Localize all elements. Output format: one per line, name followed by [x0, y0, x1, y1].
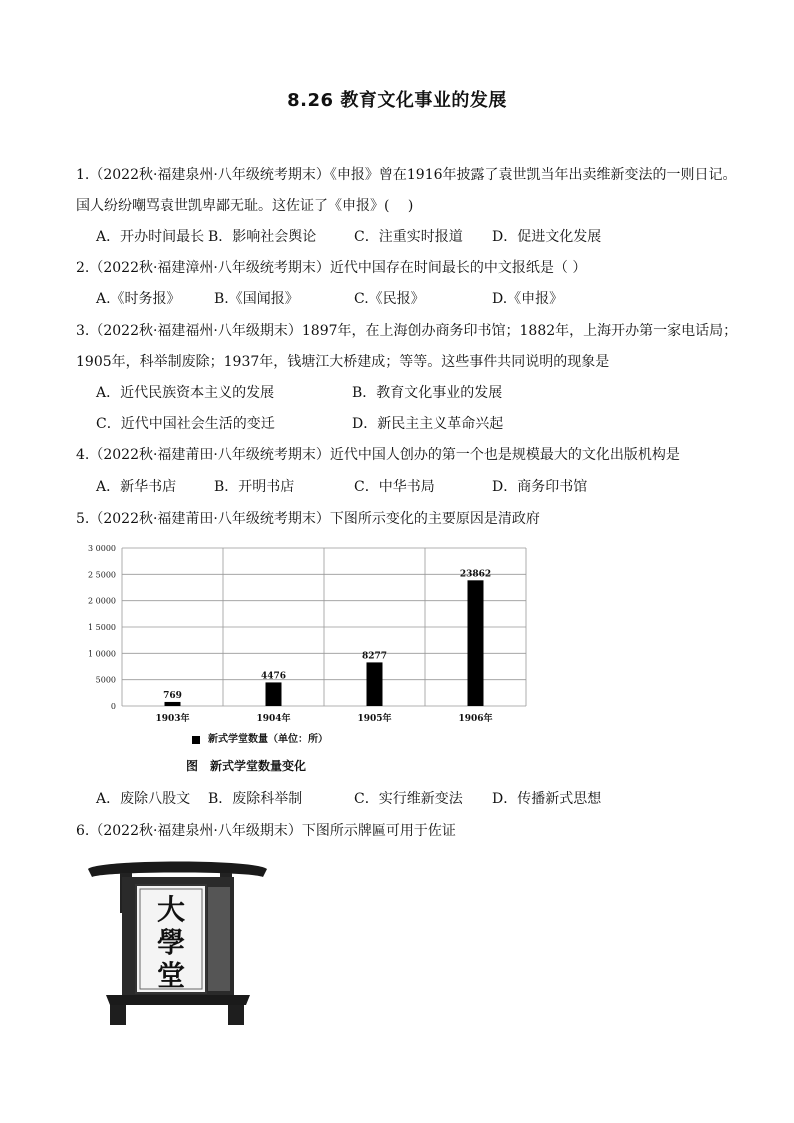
option-b[interactable]: B．开明书店	[214, 479, 295, 495]
option-b[interactable]: B．教育文化事业的发展	[352, 385, 503, 401]
option-a[interactable]: A．废除八股文	[96, 791, 191, 807]
plaque-char-3: 堂	[156, 959, 186, 992]
bar	[367, 662, 383, 706]
option-a[interactable]: A．开办时间最长	[96, 229, 205, 245]
university-plaque-image	[80, 855, 275, 1030]
legend-label: 新式学堂数量（单位：所）	[208, 734, 328, 745]
plaque-svg	[80, 855, 275, 1030]
y-tick-label: 3 0000	[88, 544, 116, 553]
option-d[interactable]: D．新民主主义革命兴起	[352, 416, 504, 432]
option-d[interactable]: D．促进文化发展	[492, 229, 602, 245]
bar	[266, 682, 282, 706]
plaque-char-2: 學	[156, 926, 186, 959]
option-c[interactable]: C.《民报》	[354, 291, 425, 307]
option-d[interactable]: D．商务印书馆	[492, 479, 588, 495]
option-a[interactable]: A.《时务报》	[96, 291, 181, 307]
bar-value-label: 23862	[459, 569, 492, 580]
page-title: 8.26 教育文化事业的发展	[287, 90, 507, 111]
option-c[interactable]: C．近代中国社会生活的变迁	[96, 416, 275, 432]
y-tick-label: 1 0000	[88, 649, 116, 659]
y-tick-label: 5000	[95, 675, 116, 685]
x-tick-label: 1906年	[458, 714, 493, 724]
option-b[interactable]: B．废除科举制	[208, 791, 303, 807]
bar-value-label: 769	[163, 690, 182, 701]
plaque-char-1: 大	[156, 893, 186, 926]
option-a[interactable]: A．新华书店	[96, 479, 177, 495]
x-tick-label: 1904年	[256, 714, 291, 724]
legend-swatch	[192, 736, 200, 744]
question-3-text: 3.（2022秋·福建福州·八年级期末）1897年，在上海创办商务印书馆；1882年，上海开办第一家电话局；	[76, 323, 738, 339]
option-b[interactable]: B.《国闻报》	[214, 291, 299, 307]
chart-caption: 图 新式学堂数量变化	[186, 759, 307, 773]
option-c[interactable]: C．中华书局	[354, 479, 435, 495]
bar-value-label: 4476	[260, 671, 287, 682]
chart-legend	[192, 730, 328, 745]
bar-value-label: 8277	[361, 651, 388, 662]
question-5-text: 5.（2022秋·福建莆田·八年级统考期末）下图所示变化的主要原因是清政府	[76, 511, 540, 527]
bar	[468, 580, 484, 706]
option-d[interactable]: D.《申报》	[492, 291, 564, 307]
option-b[interactable]: B．影响社会舆论	[208, 229, 317, 245]
question-3-text-line2: 1905年，科举制废除；1937年，钱塘江大桥建成；等等。这些事件共同说明的现象是	[76, 354, 610, 370]
y-tick-label: 2 0000	[88, 596, 116, 606]
option-a[interactable]: A．近代民族资本主义的发展	[96, 385, 275, 401]
question-4-text: 4.（2022秋·福建莆田·八年级统考期末）近代中国人创办的第一个也是规模最大的文化出版机构是	[76, 447, 680, 463]
question-1-text-line2: 国人纷纷嘲骂袁世凯卑鄙无耻。这佐证了《申报》( )	[76, 198, 414, 214]
option-c[interactable]: C．实行维新变法	[354, 791, 463, 807]
x-tick-label: 1903年	[155, 714, 190, 724]
x-tick-label: 1905年	[357, 714, 392, 724]
option-d[interactable]: D．传播新式思想	[492, 791, 602, 807]
y-tick-label: 1 5000	[88, 623, 116, 632]
question-1-text: 1.（2022秋·福建泉州·八年级统考期末）《申报》曾在1916年披露了袁世凯当年出卖维新变法的一则日记。	[76, 167, 737, 183]
y-tick-label: 0	[110, 702, 116, 711]
option-c[interactable]: C．注重实时报道	[354, 229, 463, 245]
bar-chart-svg	[80, 540, 540, 730]
y-tick-label: 2 5000	[88, 570, 116, 580]
bar	[165, 702, 181, 706]
question-2-text: 2.（2022秋·福建漳州·八年级统考期末）近代中国存在时间最长的中文报纸是（ ）	[76, 260, 587, 276]
question-6-text: 6.（2022秋·福建泉州·八年级期末）下图所示牌匾可用于佐证	[76, 823, 456, 839]
